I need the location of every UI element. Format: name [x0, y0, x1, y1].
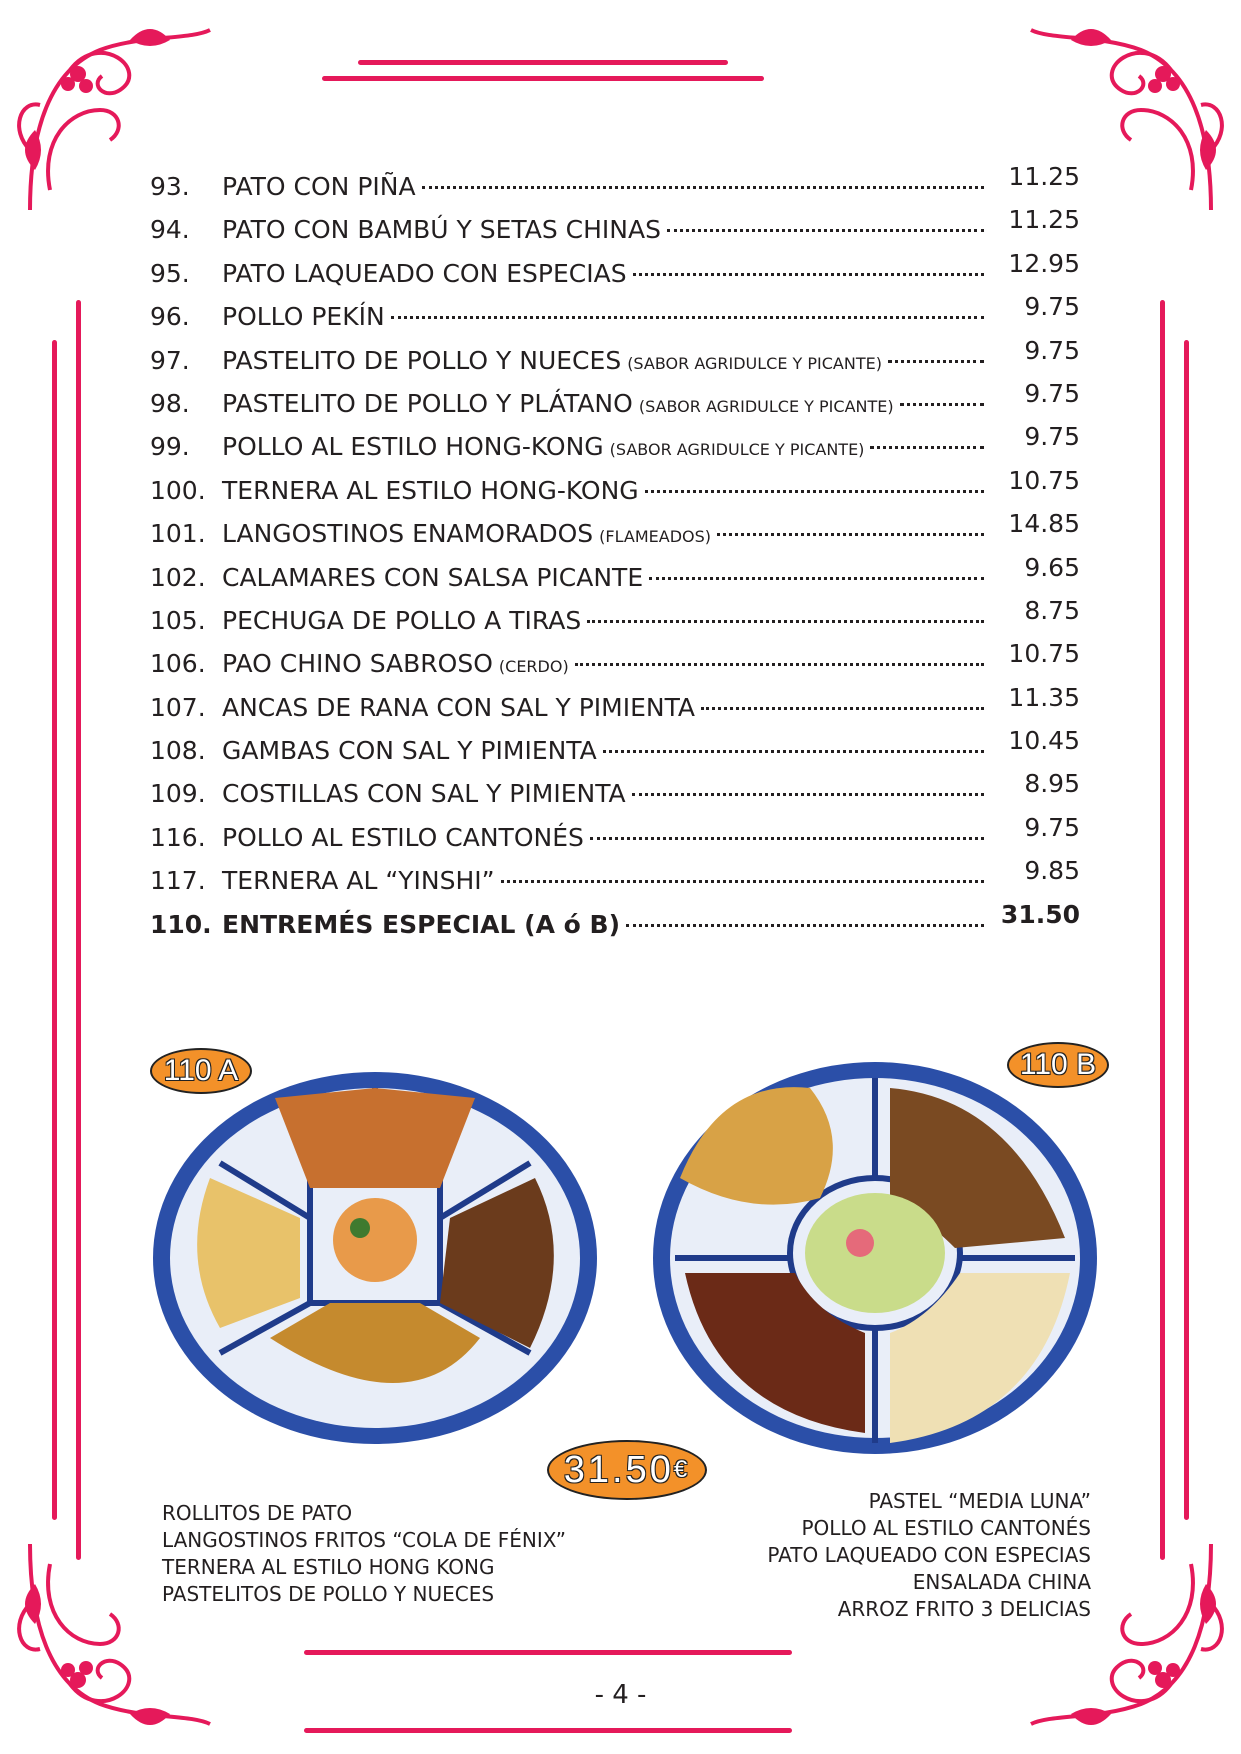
menu-item-name: PASTELITO DE POLLO Y PLÁTANO [222, 388, 633, 418]
menu-item [150, 769, 1080, 822]
bottom-divider [304, 1650, 792, 1655]
platter-110a-photo [150, 1068, 600, 1448]
menu-item-number: 110. [150, 909, 212, 939]
menu-item-number: 97. [150, 345, 190, 375]
price-badge [547, 1440, 707, 1500]
menu-item-name: CALAMARES CON SALSA PICANTE [222, 562, 644, 592]
top-divider [322, 76, 764, 81]
menu-item [150, 162, 1080, 215]
menu-item [150, 595, 1080, 649]
left-border [52, 340, 57, 1520]
set-b-line: PATO LAQUEADO CON ESPECIAS [767, 1543, 1091, 1567]
dot-leader [645, 490, 984, 493]
price-badge-currency: € [673, 1456, 691, 1483]
set-b-contents [767, 1488, 1091, 1623]
menu-item-price: 9.85 [1024, 856, 1080, 886]
menu-list [150, 162, 1080, 953]
right-border [1184, 340, 1189, 1520]
menu-item-note: (SABOR AGRIDULCE Y PICANTE) [627, 353, 882, 373]
menu-item-name: TERNERA AL “YINSHI” [222, 866, 495, 896]
set-a-contents [162, 1500, 566, 1608]
menu-item [150, 682, 1080, 736]
menu-item-name: PECHUGA DE POLLO A TIRAS [222, 605, 582, 635]
menu-item-price: 10.45 [1008, 726, 1080, 756]
menu-item-price: 8.95 [1024, 769, 1080, 799]
menu-item-number: 99. [150, 432, 190, 462]
menu-item-number: 107. [150, 692, 206, 722]
dot-leader [422, 186, 984, 189]
dot-leader [501, 880, 984, 883]
menu-item-number: 95. [150, 258, 190, 288]
menu-item-name: PATO CON PIÑA [222, 172, 416, 201]
menu-item-number: 108. [150, 736, 206, 766]
menu-item-number: 105. [150, 605, 206, 635]
menu-item-name: ENTREMÉS ESPECIAL (A ó B) [222, 909, 620, 939]
menu-item-price: 9.75 [1024, 812, 1080, 842]
menu-item [150, 552, 1080, 606]
dot-leader [575, 663, 984, 666]
badge-110b: 110 B [1007, 1042, 1109, 1088]
menu-item [150, 856, 1080, 909]
menu-item-price: 9.75 [1024, 292, 1080, 322]
dot-leader [701, 707, 984, 710]
menu-item-number: 98. [150, 388, 190, 418]
dot-leader [391, 316, 984, 319]
menu-item [150, 465, 1080, 519]
dot-leader [888, 360, 984, 363]
dot-leader [667, 229, 984, 232]
set-b-line: POLLO AL ESTILO CANTONÉS [801, 1516, 1091, 1540]
badge-110a: 110 A [150, 1048, 252, 1094]
menu-item-number: 94. [150, 215, 190, 245]
dot-leader [632, 793, 984, 796]
dot-leader [603, 750, 984, 753]
menu-item-name: PATO CON BAMBÚ Y SETAS CHINAS [222, 215, 661, 245]
set-a-line: TERNERA AL ESTILO HONG KONG [162, 1555, 495, 1579]
menu-item-price: 11.25 [1008, 205, 1080, 235]
set-b-line: ENSALADA CHINA [912, 1570, 1091, 1594]
menu-item-price: 12.95 [1008, 248, 1080, 278]
page-number: - 4 - [594, 1680, 647, 1710]
menu-item-number: 117. [150, 866, 206, 896]
menu-item [150, 899, 1080, 953]
menu-item-price: 31.50 [1000, 899, 1080, 929]
menu-item-price: 9.75 [1024, 378, 1080, 408]
menu-item-number: 93. [150, 172, 190, 201]
menu-item-name: POLLO AL ESTILO CANTONÉS [222, 822, 584, 852]
menu-item-price: 9.75 [1024, 422, 1080, 452]
menu-item [150, 422, 1080, 475]
set-a-line: ROLLITOS DE PATO [162, 1501, 353, 1525]
menu-item-price: 10.75 [1008, 639, 1080, 669]
menu-item [150, 335, 1080, 389]
menu-item-number: 101. [150, 519, 206, 549]
dot-leader [870, 446, 984, 449]
menu-item [150, 248, 1080, 302]
menu-item-price: 10.75 [1008, 465, 1080, 495]
menu-item-name: PATO LAQUEADO CON ESPECIAS [222, 258, 627, 288]
menu-item-number: 116. [150, 822, 206, 852]
dot-leader [626, 924, 984, 927]
menu-item [150, 205, 1080, 258]
menu-item-price: 9.75 [1024, 335, 1080, 365]
menu-item [150, 378, 1080, 432]
dot-leader [900, 403, 984, 406]
set-b-line: ARROZ FRITO 3 DELICIAS [837, 1597, 1091, 1621]
menu-item-name: TERNERA AL ESTILO HONG-KONG [222, 475, 639, 505]
dot-leader [717, 533, 984, 536]
set-b-line: PASTEL “MEDIA LUNA” [868, 1489, 1091, 1513]
dot-leader [587, 620, 984, 623]
menu-item-name: GAMBAS CON SAL Y PIMIENTA [222, 736, 597, 766]
menu-item-price: 14.85 [1008, 509, 1080, 539]
menu-item-price: 9.65 [1024, 552, 1080, 582]
menu-item [150, 292, 1080, 345]
dot-leader [649, 577, 984, 580]
menu-item-number: 109. [150, 779, 206, 809]
dot-leader [633, 273, 984, 276]
set-a-line: PASTELITOS DE POLLO Y NUECES [162, 1582, 495, 1606]
menu-item-number: 106. [150, 649, 206, 679]
menu-item-number: 100. [150, 475, 206, 505]
menu-item-name: PASTELITO DE POLLO Y NUECES [222, 345, 622, 375]
menu-item-price: 11.35 [1008, 682, 1080, 712]
menu-item-name: ANCAS DE RANA CON SAL Y PIMIENTA [222, 692, 696, 722]
menu-item-note: (SABOR AGRIDULCE Y PICANTE) [638, 396, 894, 416]
menu-item-number: 102. [150, 562, 206, 592]
menu-item [150, 726, 1080, 779]
top-divider [358, 60, 728, 65]
menu-item-price: 8.75 [1024, 595, 1080, 625]
right-border [1160, 300, 1165, 1560]
menu-item-number: 96. [150, 302, 190, 332]
menu-item-name: POLLO AL ESTILO HONG-KONG [222, 432, 604, 462]
menu-item [150, 639, 1080, 692]
price-badge-value: 31.50 [563, 1448, 674, 1491]
menu-item-name: LANGOSTINOS ENAMORADOS [222, 519, 594, 549]
menu-item-name: COSTILLAS CON SAL Y PIMIENTA [222, 779, 626, 809]
menu-item [150, 509, 1080, 562]
bottom-divider [304, 1728, 792, 1733]
menu-item-note: (FLAMEADOS) [599, 527, 712, 547]
menu-item-price: 11.25 [1008, 162, 1080, 191]
menu-item-note: (CERDO) [498, 657, 569, 677]
menu-item [150, 812, 1080, 866]
menu-item-note: (SABOR AGRIDULCE Y PICANTE) [609, 440, 865, 460]
menu-item-name: PAO CHINO SABROSO [222, 649, 493, 679]
platter-110b-photo [650, 1058, 1100, 1458]
left-border [76, 300, 81, 1560]
set-a-line: LANGOSTINOS FRITOS “COLA DE FÉNIX” [162, 1528, 567, 1552]
dot-leader [590, 837, 984, 840]
menu-item-name: POLLO PEKÍN [222, 302, 385, 332]
